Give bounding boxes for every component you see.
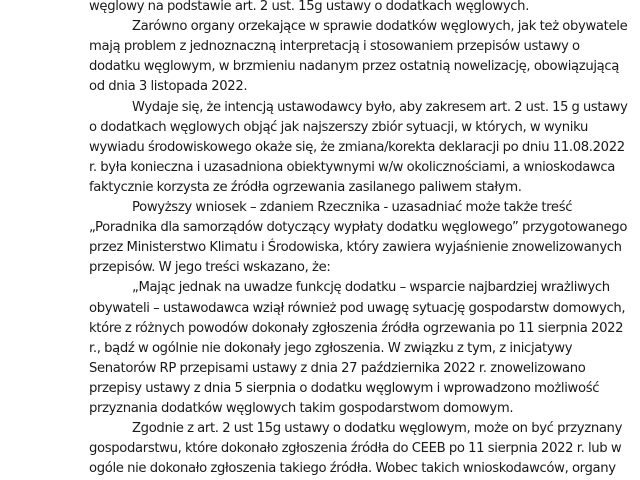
document-line: przez Ministerstwo Klimatu i Środowiska, który zawiera wyjaśnienie znowelizowanych	[89, 240, 622, 256]
document-line: Wydaje się, że intencją ustawodawcy było, aby zakresem art. 2 ust. 15 g ustawy	[132, 99, 628, 115]
document-line: „Poradnika dla samorządów dotyczący wypłaty dodatku węglowego” przygotowanego	[89, 220, 628, 236]
document-line: o dodatkach węglowych objąć jak najszerszy zbiór sytuacji, w których, w wyniku	[89, 119, 588, 135]
document-line: od dnia 3 listopada 2022.	[89, 79, 248, 95]
document-line: Zarówno organy orzekające w sprawie dodatków węglowych, jak też obywatele	[132, 19, 628, 35]
document-line: obywateli – ustawodawca wziął również pod uwagę sytuację gospodarstw domowych,	[89, 300, 626, 316]
document-line: r. była konieczna i uzasadniona obiektywnymi w/w okolicznościami, a wnioskodawca	[89, 159, 616, 175]
document-line: Powyższy wniosek – zdaniem Rzecznika - uzasadniać może także treść	[132, 200, 573, 215]
document-line: gospodarstwu, które dokonało zgłoszenia źródła do CEEB po 11 sierpnia 2022 r. lub w	[89, 441, 622, 457]
document-line: przepisów. W jego treści wskazano, że:	[89, 260, 331, 276]
document-line: Senatorów RP przepisami ustawy z dnia 27 października 2022 r. znowelizowano	[89, 360, 586, 376]
document-line: r., bądź w ogólnie nie dokonały jego zgłoszenia. W związku z tym, z inicjatywy	[89, 340, 573, 356]
document-line: faktycznie korzysta ze źródła ogrzewania zasilanego paliwem stałym.	[89, 179, 522, 195]
document-line: mają problem z jednoznaczną interpretacją i stosowaniem przepisów ustawy o	[89, 39, 580, 55]
document-line: przepisy ustawy z dnia 5 sierpnia o dodatku węglowym i wprowadzono możliwość	[89, 380, 600, 396]
document-line: ogóle nie dokonało zgłoszenia takiego źródła. Wobec takich wnioskodawców, organy	[89, 461, 616, 477]
document-line: Zgodnie z art. 2 ust 15g ustawy o dodatku węglowym, może on być przyznany	[132, 421, 623, 437]
document-line: „Mając jednak na uwadze funkcję dodatku – wsparcie najbardziej wrażliwych	[132, 280, 610, 296]
document-line: wywiadu środowiskowego okaże się, że zmiana/korekta deklaracji po dniu 11.08.2022	[89, 139, 625, 155]
document-line: przyznania dodatków węglowych takim gospodarstwom domowym.	[89, 401, 514, 416]
document-line: dodatku węglowym, w brzmieniu nadanym przez ostatnią nowelizację, obowiązującą	[89, 59, 620, 75]
document-line: które z różnych powodów dokonały zgłoszenia źródła ogrzewania po 11 sierpnia 2022	[89, 320, 624, 336]
document-line: węglowy na podstawie art. 2 ust. 15g ustawy o dodatkach węglowych.	[89, 0, 530, 14]
